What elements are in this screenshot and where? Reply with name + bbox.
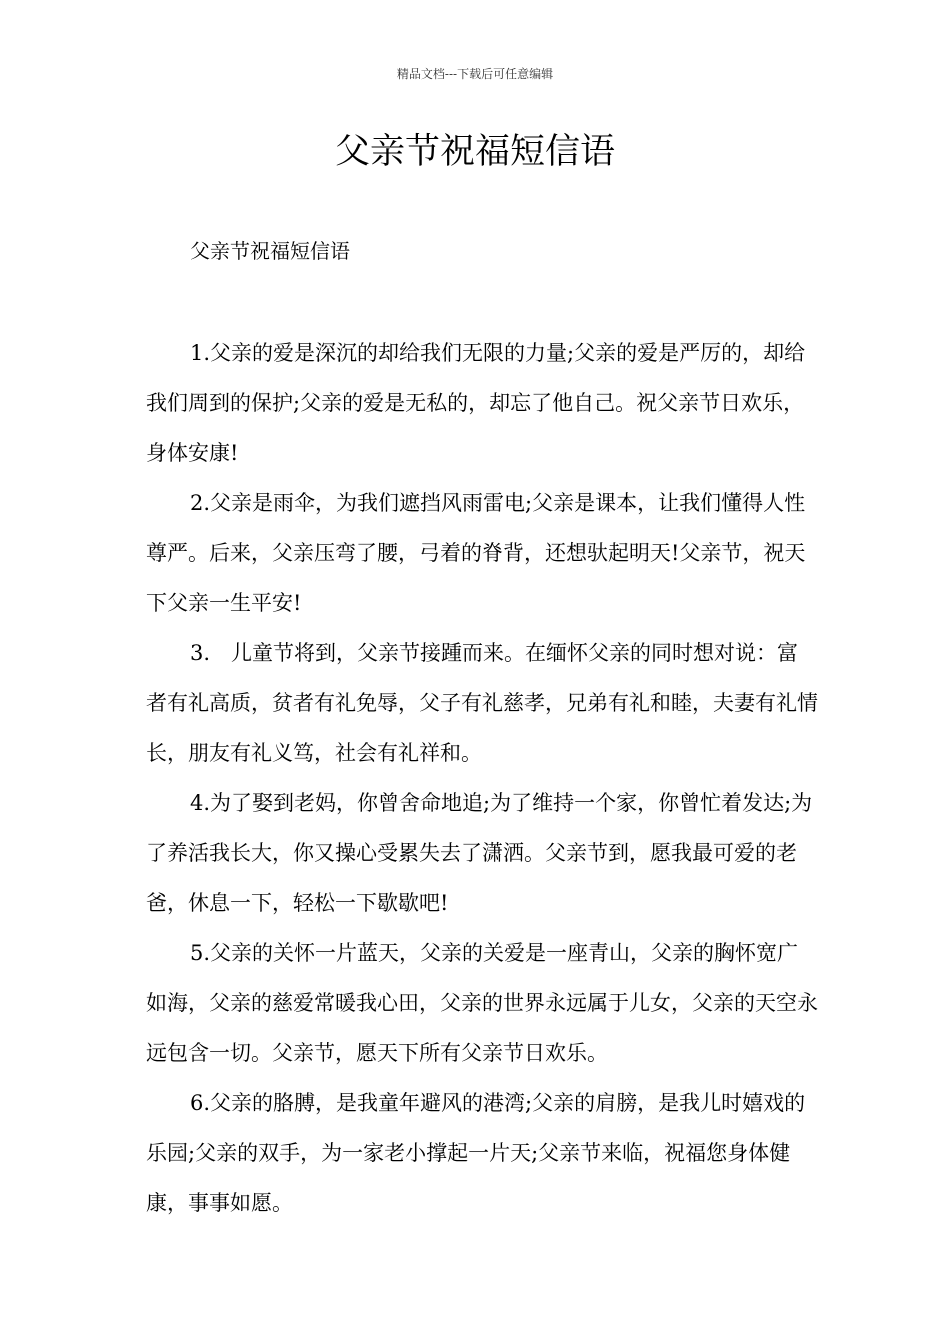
page-header: 精品文档---下载后可任意编辑 <box>396 67 554 81</box>
paragraph-3: 3. 儿童节将到，父亲节接踵而来。在缅怀父亲的同时想对说：富者有礼高质，贫者有礼免辱，父子有礼慈孝，兄弟有礼和睦，夫妻有礼情长，朋友有礼义笃，社会有礼祥和。 <box>146 641 818 765</box>
paragraph-6: 6.父亲的胳膊，是我童年避风的港湾;父亲的肩膀，是我儿时嬉戏的乐园;父亲的双手，为一家老小撑起一片天;父亲节来临，祝福您身体健康，事事如愿。 <box>146 1091 806 1215</box>
document-title: 父亲节祝福短信语 <box>334 132 615 172</box>
paragraph-2: 2.父亲是雨伞，为我们遮挡风雨雷电;父亲是课本，让我们懂得人性尊严。后来，父亲压弯了腰，弓着的脊背，还想驮起明天!父亲节，祝天下父亲一生平安! <box>146 491 806 615</box>
paragraph-4: 4.为了娶到老妈，你曾舍命地追;为了维持一个家，你曾忙着发达;为了养活我长大，你又操心受累失去了潇洒。父亲节到，愿我最可爱的老爸，休息一下，轻松一下歇歇吧! <box>146 791 813 915</box>
paragraph-5: 5.父亲的关怀一片蓝天，父亲的关爱是一座青山，父亲的胸怀宽广如海，父亲的慈爱常暖我心田，父亲的世界永远属于儿女，父亲的天空永远包含一切。父亲节，愿天下所有父亲节日欢乐。 <box>146 941 818 1065</box>
document-body <box>146 328 818 1228</box>
paragraph-1: 1.父亲的爱是深沉的却给我们无限的力量;父亲的爱是严厉的，却给我们周到的保护;父亲的爱是无私的，却忘了他自己。祝父亲节日欢乐，身体安康! <box>146 341 806 465</box>
document-subtitle: 父亲节祝福短信语 <box>190 239 350 263</box>
